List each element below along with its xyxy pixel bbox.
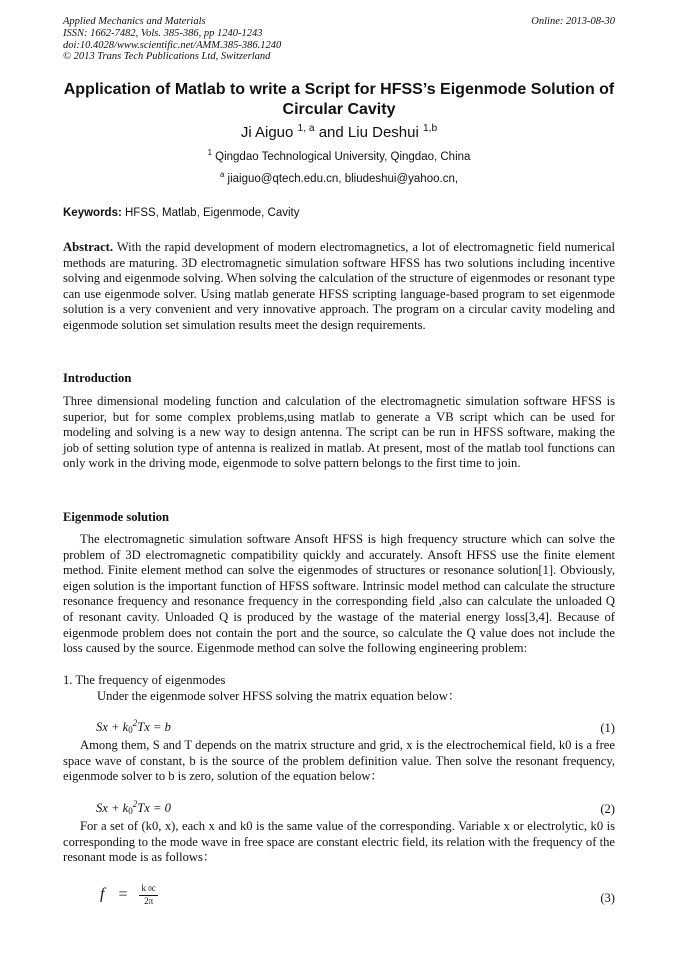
- email-sup: a: [219, 170, 225, 180]
- paper-title: Application of Matlab to write a Script for HFSS’s Eigenmode Solution of Circular Cavity: [63, 81, 615, 118]
- equation-1: $Sx + k0^2Tx = b$: [96, 717, 171, 735]
- equation-explanation-paragraph: For a set of (k0, x), each x and k0 is the same value of the corresponding. Variable x or electrolytic, k0 is corresponding to the mode wave in free space are constant electric field, its relation with the frequency of the resonant mode is as follows：: [63, 819, 615, 865]
- journal-header: [63, 16, 615, 63]
- list-item: 1. The frequency of eigenmodes: [63, 673, 226, 687]
- equation-2: $Sx + k0^2Tx = 0$: [96, 798, 171, 816]
- equation-3: f = $\frac{k 0c}{2\pi}$: [100, 883, 156, 906]
- copyright-line: © 2013 Trans Tech Publications Ltd, Switzerland: [63, 51, 271, 63]
- fraction-numerator: k 0c: [139, 883, 157, 896]
- abstract-label: Abstract.: [63, 240, 114, 254]
- keywords-label: Keywords:: [63, 207, 122, 219]
- author-name: Ji Aiguo: [240, 124, 294, 141]
- email-text: jiaiguo@qtech.edu.cn, bliudeshui@yahoo.cn,: [227, 173, 459, 185]
- introduction-paragraph: Three dimensional modeling function and calculation of the electromagnetic simulation software HFSS is superior, but for some complex problems,using matlab to generate a VB script which can be used for modeling and solving is a new way to design antenna. The script can be run in HFSS software, making the job of setting solution type of antenna is realized in matlab. At present, most of the matlab tool functions can only work in the driving mode, eigenmode to solve pattern belongs to the first time to join.: [63, 394, 615, 471]
- list-item-description: Under the eigenmode solver HFSS solving the matrix equation below：: [97, 689, 461, 703]
- email-line: [0, 172, 678, 186]
- fraction-denominator: 2π: [144, 896, 154, 906]
- author-affil-sup: 1,b: [422, 123, 438, 134]
- fraction: [139, 883, 157, 907]
- author-line: [0, 124, 678, 142]
- equation-number: (1): [600, 721, 615, 735]
- affiliation-sup: 1: [207, 148, 212, 158]
- issn-line: ISSN: 1662-7482, Vols. 385-386, pp 1240-1243: [63, 27, 263, 39]
- author-name: Liu Deshui: [347, 124, 419, 141]
- eigenmode-paragraph: The electromagnetic simulation software Ansoft HFSS is high frequency structure which can solve the problem of 3D electromagnetic compatibility quickly and accurately. Ansoft HFSS use the finite element method. Finite element method can solve the eigenmodes of structures or resonance solution[1]. Obviously, eigen solution is the important function of HFSS software. Intrinsic model method can calculate the structure resonance frequency and resonance frequency in the corresponding field ,also can calculate the unloaded Q of resonant cavity. Unloaded Q is produced by the wastage of the material energy loss[3,4]. Because of eigenmode problem does not contain the port and the source, so calculate the Q value does not include the loss caused by the source. Eigenmode method can solve the following engineering problem:: [63, 532, 615, 656]
- abstract-text: With the rapid development of modern electromagnetics, a lot of electromagnetic field numerical methods are maturing. 3D electromagnetic simulation software HFSS has two solutions including incentive solving and eigenmode solving. When solving the calculation of the structure of eigenmodes or resonant type can use eigenmode solver. Using matlab generate HFSS scripting language-based program to set eigenmode solution is a very convenient and very innovative approach. The program on a circular cavity modeling and eigenmode solution set simulation results meet the design requirements.: [63, 240, 615, 332]
- equation-number: (2): [600, 802, 615, 816]
- section-heading-introduction: Introduction: [63, 371, 132, 385]
- keywords: [63, 206, 615, 220]
- affiliation-text: Qingdao Technological University, Qingdao, China: [215, 151, 471, 163]
- author-affil-sup: 1, a: [297, 123, 315, 134]
- online-date: Online: 2013-08-30: [531, 16, 615, 27]
- keywords-text: HFSS, Matlab, Eigenmode, Cavity: [125, 207, 300, 219]
- author-conjunction: and: [314, 124, 348, 141]
- doi-line: doi:10.4028/www.scientific.net/AMM.385-386.1240: [63, 39, 282, 51]
- abstract: [63, 240, 615, 334]
- section-heading-eigenmode: Eigenmode solution: [63, 510, 170, 524]
- journal-name: Applied Mechanics and Materials: [63, 16, 206, 27]
- equation-explanation-paragraph: Among them, S and T depends on the matrix structure and grid, x is the electrochemical field, k0 is a free space wave of constant, b is the source of the problem definition value. Then solve the resonant frequency, eigenmode solver to b is zero, solution of the equation below：: [63, 738, 615, 784]
- affiliation: [0, 150, 678, 164]
- equation-number: (3): [600, 891, 615, 905]
